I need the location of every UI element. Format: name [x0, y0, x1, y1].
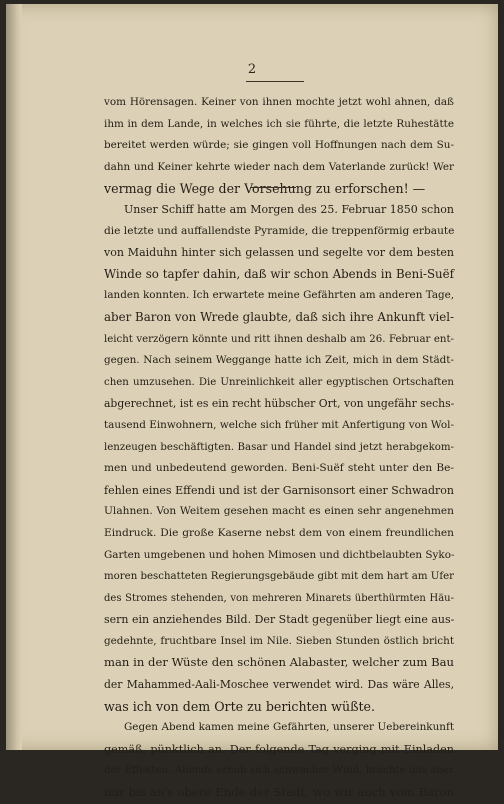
header-rule: [246, 81, 304, 82]
text-line: nur bis an's obere Ende der Stadt, wo wir auch vom Baron: [104, 785, 454, 800]
text-line: Eindruck. Die große Kaserne nebst dem von einem freundlichen: [104, 526, 454, 539]
text-line: was ich von dem Orte zu berichten wüßte.: [104, 698, 376, 714]
text-line: landen konnten. Ich erwartete meine Gefährten am anderen Tage,: [104, 289, 455, 302]
page-number: 2: [247, 62, 257, 77]
paragraph-1: [104, 92, 454, 200]
text-line: vermag die Wege der Vorsehung zu erforschen! —: [104, 181, 426, 197]
text-line: sern ein anziehendes Bild. Der Stadt gegenüber liegt eine aus-: [104, 613, 455, 627]
text-line: dahn und Keiner kehrte wieder nach dem Vaterlande zurück! Wer: [104, 160, 454, 173]
text-line: moren beschatteten Regierungsgebäude gibt mit dem hart am Ufer: [104, 571, 454, 583]
text-line: Ulahnen. Von Weitem gesehen macht es einen sehr angenehmen: [104, 505, 454, 518]
text-line: Unser Schiff hatte am Morgen des 25. Februar 1850 schon: [124, 203, 454, 216]
text-line: chen umzusehen. Die Unreinlichkeit aller egyptischen Ortschaften: [104, 376, 454, 388]
book-page: [6, 4, 498, 800]
text-line: man in der Wüste den schönen Alabaster, welcher zum Bau: [104, 655, 454, 670]
text-line: Garten umgebenen und hohen Mimosen und dichtbelaubten Syko-: [104, 548, 455, 561]
text-line: bereitet werden würde; sie gingen voll Hoffnungen nach dem Su-: [104, 139, 454, 152]
text-line: des Stromes stehenden, von mehreren Minarets überthürmten Häu-: [104, 592, 454, 604]
text-line: der Mahammed-Aali-Moschee verwendet wird. Das wäre Alles,: [104, 678, 454, 692]
text-line: ihm in dem Lande, in welches ich sie führte, die letzte Ruhestätte: [104, 117, 454, 130]
text-line: gemäß, pünktlich an. Der folgende Tag verging mit Einladen: [104, 742, 454, 756]
text-line: lenzeugen beschäftigten. Basar und Handel sind jetzt herabgekom-: [104, 441, 454, 453]
text-line: fehlen eines Effendi und ist der Garnisonsort einer Schwadron: [104, 483, 454, 497]
text-line: abgerechnet, ist es ein recht hübscher Ort, von ungefähr sechs-: [104, 397, 455, 411]
section-divider: [250, 187, 296, 188]
text-line: gedehnte, fruchtbare Insel im Nile. Sieben Stunden östlich bricht: [104, 634, 454, 647]
text-line: aber Baron von Wrede glaubte, daß sich ihre Ankunft viel-: [104, 309, 454, 324]
text-line: Gegen Abend kamen meine Gefährten, unserer Uebereinkunft: [124, 721, 454, 734]
text-line: von Maiduhn hinter sich gelassen und segelte vor dem besten: [104, 246, 454, 260]
text-line: die letzte und auffallendste Pyramide, die treppenförmig erbaute: [104, 224, 455, 237]
text-line: leicht verzögern könnte und ritt ihnen deshalb am 26. Februar ent-: [104, 333, 454, 345]
text-line: tausend Einwohnern, welche sich früher mit Anfertigung von Wol-: [104, 418, 454, 431]
page-gutter: [6, 4, 22, 750]
text-line: gegen. Nach seinem Weggange hatte ich Zeit, mich in dem Städt-: [104, 354, 454, 367]
text-line: Winde so tapfer dahin, daß wir schon Abends in Beni-Suëf: [104, 266, 454, 281]
paragraph-2: [104, 199, 454, 804]
text-line: men und unbedeutend geworden. Beni-Suëf steht unter den Be-: [104, 462, 454, 475]
text-line: vom Hörensagen. Keiner von ihnen mochte jetzt wohl ahnen, daß: [104, 96, 454, 108]
text-line: der Effekten. Abends erhob sich schwacher Wind, brachte uns aber: [104, 765, 454, 777]
